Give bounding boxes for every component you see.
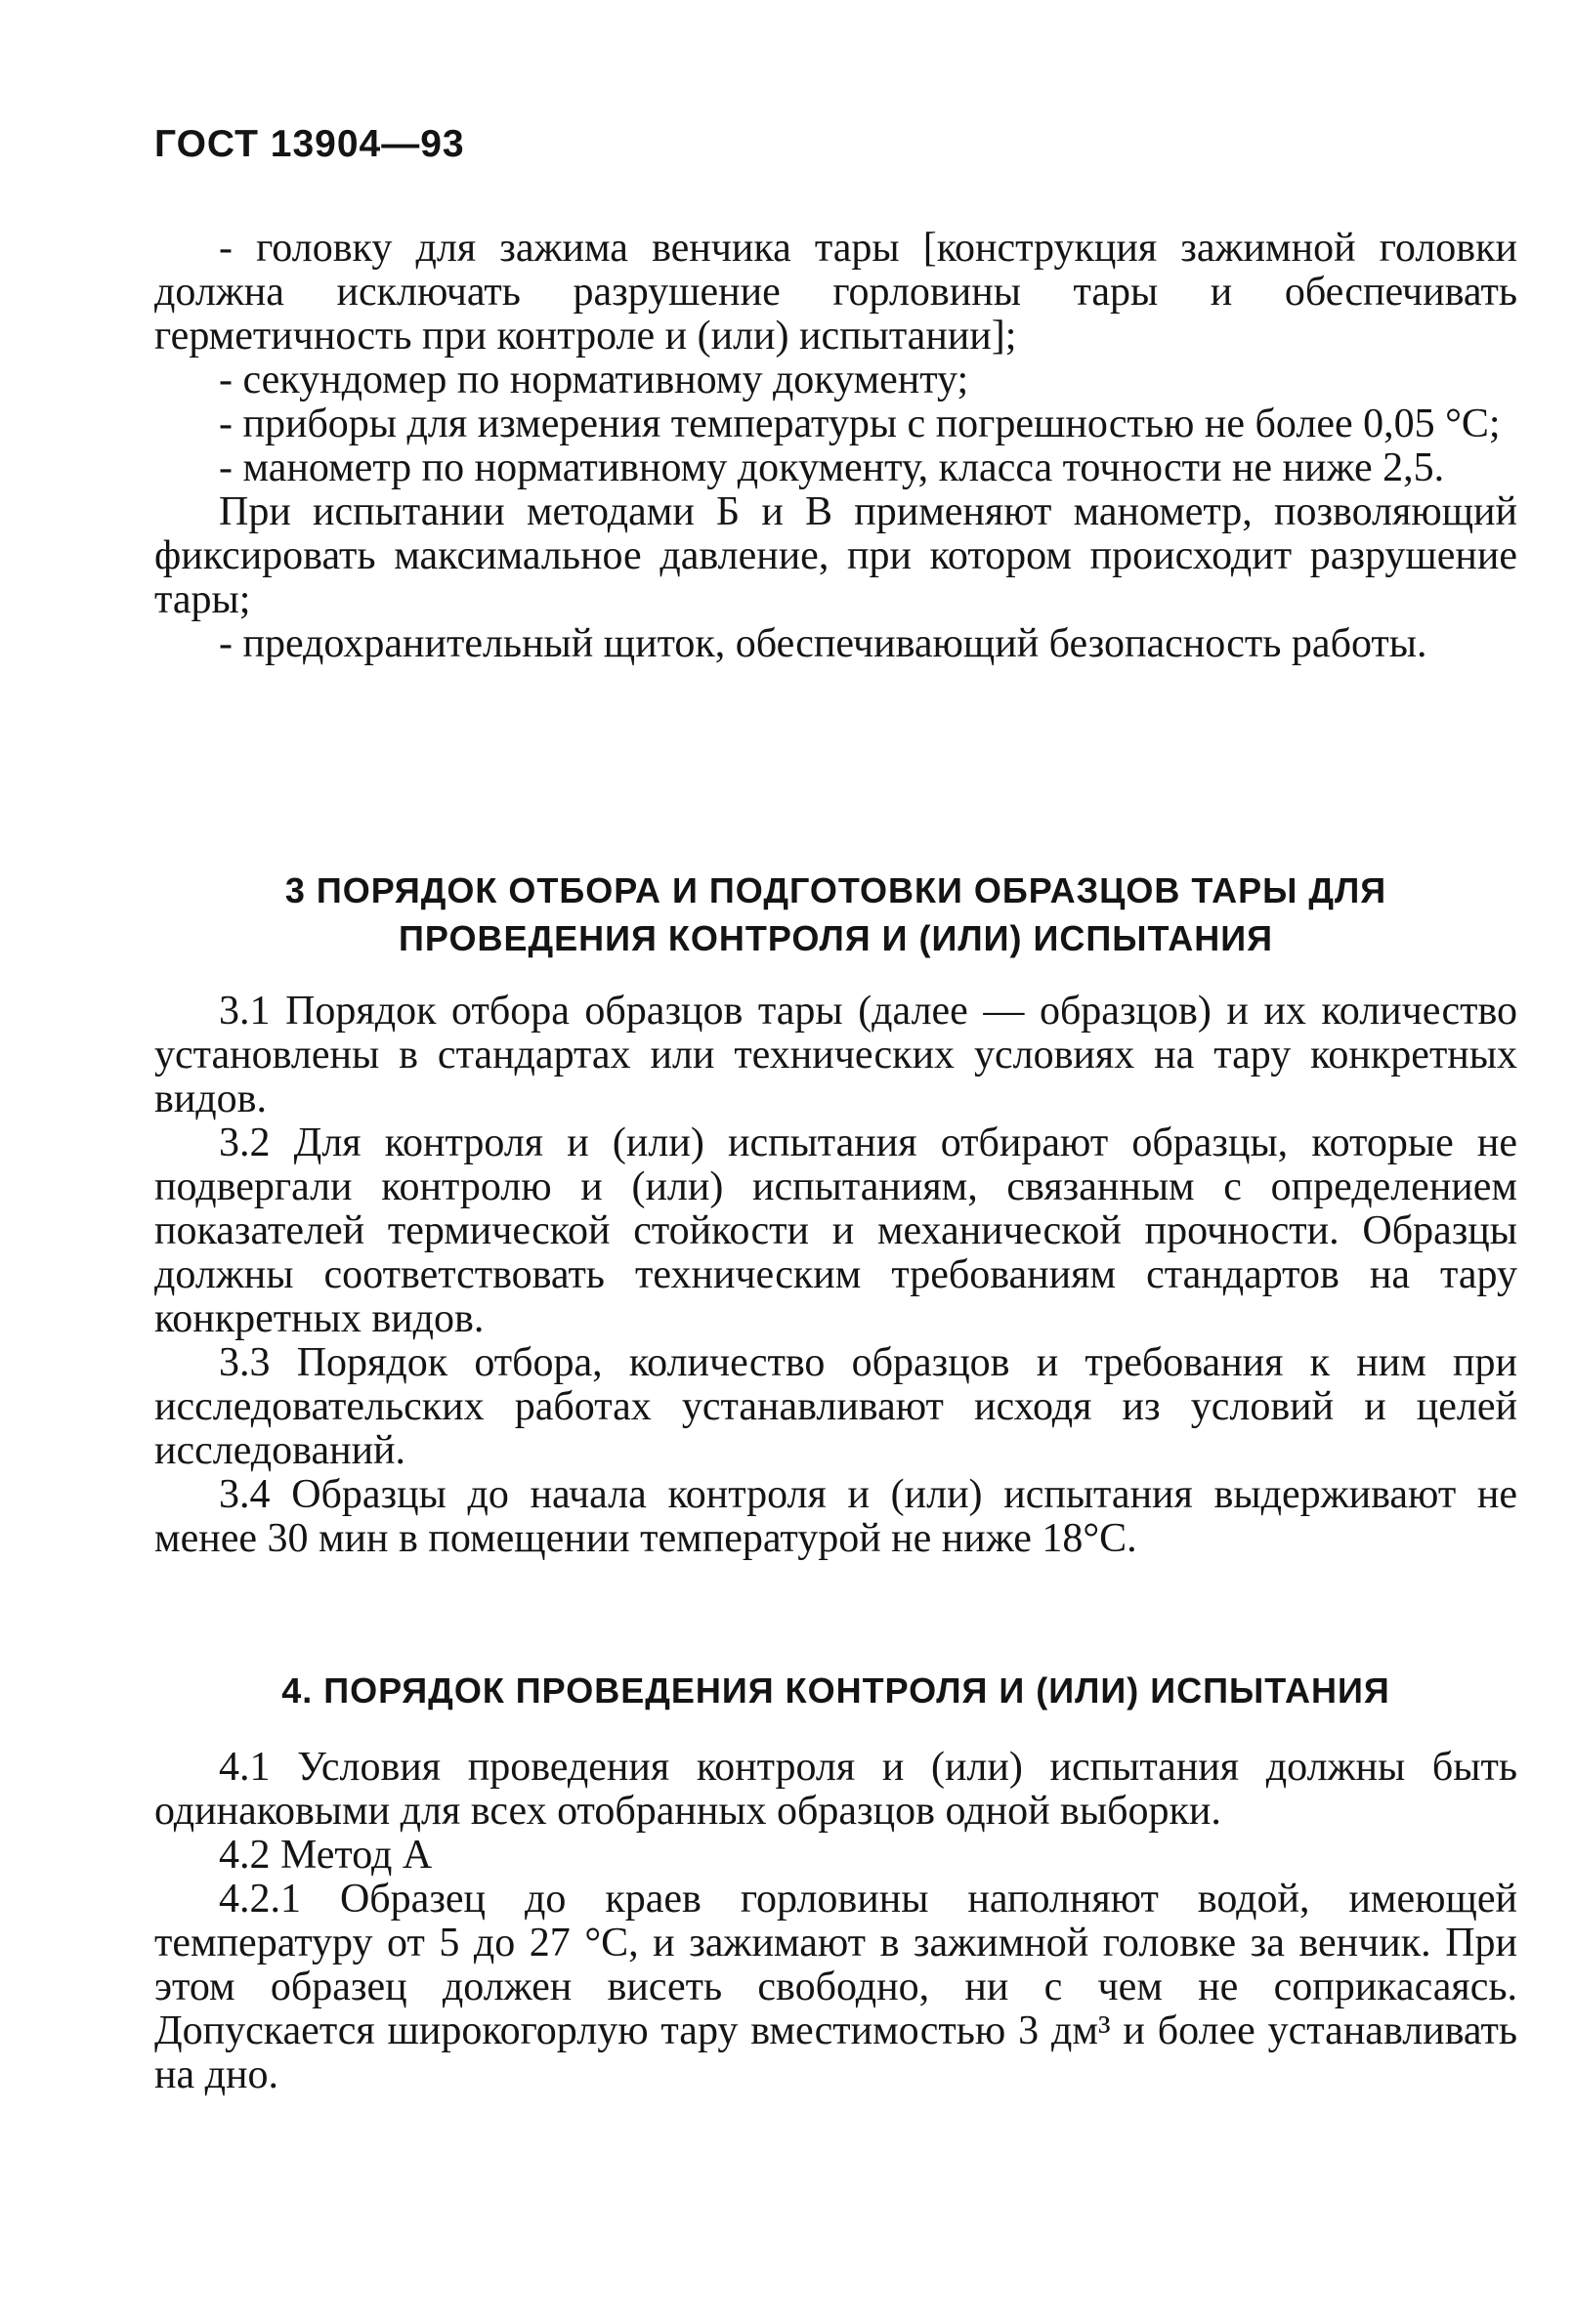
paragraph-3-2: 3.2 Для контроля и (или) испытания отбирают образцы, которые не подвергали контролю и (или) испытаниям, связанным с определением показателей термической стойкости и механической прочности. Образцы должны соответствовать техническим требованиям стандартов на тару конкретных видов. bbox=[154, 1120, 1517, 1341]
equipment-item-head: - головку для зажима венчика тары [конструкция зажимной головки должна исключать разрушение горловины тары и обеспечивать герметичность при контроле и (или) испытании]; bbox=[154, 226, 1517, 359]
document-header: ГОСТ 13904—93 bbox=[154, 123, 465, 165]
paragraph-3-4: 3.4 Образцы до начала контроля и (или) испытания выдерживают не менее 30 мин в помещении температурой не ниже 18°С. bbox=[154, 1472, 1517, 1561]
paragraph-4-1: 4.1 Условия проведения контроля и (или) испытания должны быть одинаковыми для всех отобранных образцов одной выборки. bbox=[154, 1745, 1517, 1834]
section-3-heading bbox=[154, 866, 1517, 962]
section-3-title-line-2: ПРОВЕДЕНИЯ КОНТРОЛЯ И (ИЛИ) ИСПЫТАНИЯ bbox=[399, 918, 1273, 958]
section-3-title-line-1: 3 ПОРЯДОК ОТБОРА И ПОДГОТОВКИ ОБРАЗЦОВ ТАРЫ ДЛЯ bbox=[284, 870, 1387, 910]
paragraph-4-2-1: 4.2.1 Образец до краев горловины наполняют водой, имеющей температуру от 5 до 27 °С, и зажимают в зажимной головке за венчик. При этом образец должен висеть свободно, ни с чем не соприкасаясь. Допускается широкогорлую тару вместимостью 3 дм³ и более устанавливать на дно. bbox=[154, 1877, 1517, 2097]
paragraph-3-3: 3.3 Порядок отбора, количество образцов и требования к ним при исследовательских работах устанавливают исходя из условий и целей исследований. bbox=[154, 1340, 1517, 1473]
section-4-heading bbox=[154, 1667, 1517, 1714]
section-3-body bbox=[154, 990, 1517, 1561]
equipment-item-shield: - предохранительный щиток, обеспечивающий безопасность работы. bbox=[219, 621, 1427, 666]
paragraph-3-1: 3.1 Порядок отбора образцов тары (далее — образцов) и их количество установлены в стандартах или технических условиях на тару конкретных видов. bbox=[154, 989, 1517, 1121]
section-4-title: 4. ПОРЯДОК ПРОВЕДЕНИЯ КОНТРОЛЯ И (ИЛИ) ИСПЫТАНИЯ bbox=[281, 1670, 1390, 1711]
equipment-item-thermometers: - приборы для измерения температуры с погрешностью не более 0,05 °С; bbox=[219, 401, 1501, 446]
equipment-item-stopwatch: - секундомер по нормативному документу; bbox=[219, 358, 969, 402]
equipment-list bbox=[154, 227, 1517, 666]
manometer-note: При испытании методами Б и В применяют манометр, позволяющий фиксировать максимальное давление, при котором происходит разрушение тары; bbox=[154, 489, 1517, 622]
equipment-item-manometer: - манометр по нормативному документу, класса точности не ниже 2,5. bbox=[219, 445, 1445, 490]
paragraph-4-2: 4.2 Метод А bbox=[219, 1833, 433, 1878]
section-4-body bbox=[154, 1746, 1517, 2097]
